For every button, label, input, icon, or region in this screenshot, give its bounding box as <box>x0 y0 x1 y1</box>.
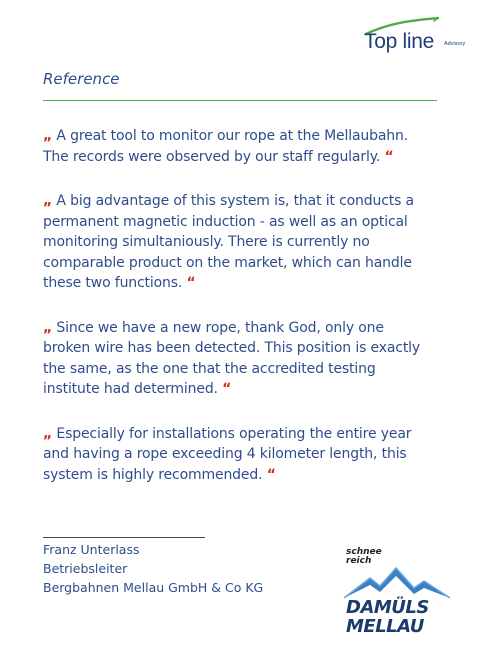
signatory-company: Bergbahnen Mellau GmbH & Co KG <box>43 580 264 595</box>
quote-text: Since we have a new rope, thank God, only one broken wire has been detected. This position is exactly the same, as the one that the accredited testing institute had determined. <box>43 319 421 397</box>
quote-3 <box>43 318 453 400</box>
signatory-name: Franz Unterlass <box>43 542 140 557</box>
quote-text: Especially for installations operating the entire year and having a rope exceeding 4 kilometer length, this system is highly recommended. <box>43 425 412 483</box>
logo-tagline: schnee reich <box>346 547 382 566</box>
quote-text: A great tool to monitor our rope at the Mellaubahn. The records were observed by our staff regularly. <box>43 128 409 165</box>
heading-divider <box>43 100 437 101</box>
signature-block <box>43 540 263 597</box>
top-line-suffix: Advisory <box>444 41 466 47</box>
signatory-title: Betriebsleiter <box>43 561 128 576</box>
quotes-list <box>43 126 453 509</box>
damuels-mellau-logo <box>340 548 458 648</box>
quote-text: A big advantage of this system is, that it conducts a permanent magnetic induction - as well as an optical monitoring simultaniously. There is currently no comparable product on the market, which can handle these two functions. <box>43 193 414 291</box>
quote-open-mark: „ <box>43 319 53 336</box>
quote-close-mark: “ <box>186 275 196 291</box>
top-line-logo <box>356 14 470 58</box>
quote-open-mark: „ <box>43 128 53 144</box>
top-line-brand: Top line <box>364 30 434 53</box>
quote-4 <box>43 424 453 486</box>
quote-open-mark: „ <box>43 425 53 442</box>
page-title: Reference <box>43 70 120 88</box>
quote-open-mark: „ <box>43 193 53 209</box>
quote-close-mark: “ <box>384 148 394 165</box>
logo-line-damuels: DAMÜLS <box>346 597 429 618</box>
quote-close-mark: “ <box>266 466 276 483</box>
signature-line <box>43 537 205 538</box>
logo-line-mellau: MELLAU <box>346 616 424 637</box>
quote-1 <box>43 126 453 167</box>
quote-close-mark: “ <box>222 381 232 397</box>
quote-2 <box>43 191 453 294</box>
